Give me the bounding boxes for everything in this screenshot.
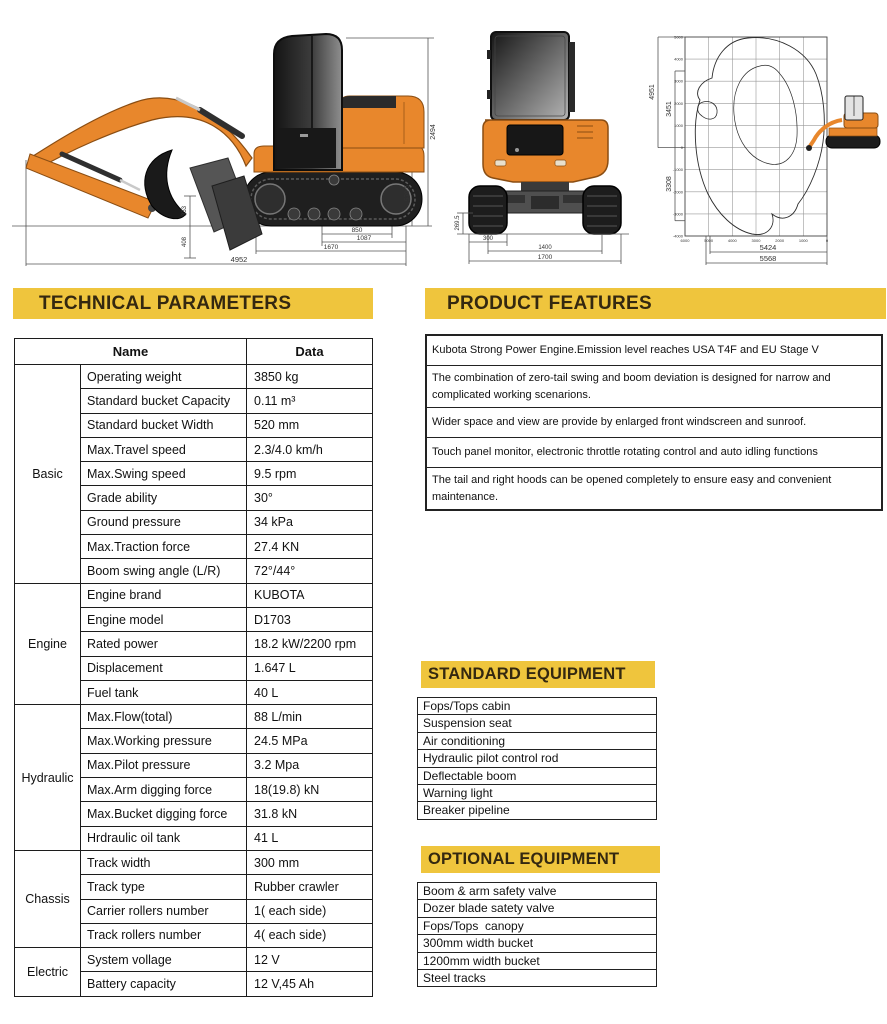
spec-param-value: 4( each side) xyxy=(247,923,373,947)
dim-overall-width: 1700 xyxy=(537,254,553,261)
spec-category: Engine xyxy=(15,583,81,704)
optional-equipment-item: Steel tracks xyxy=(423,970,486,985)
axis-tick: 1000 xyxy=(674,122,683,128)
spec-param-name: Standard bucket Capacity xyxy=(81,389,247,413)
dim-408: 408 xyxy=(182,236,188,248)
spec-category: Electric xyxy=(15,948,81,997)
spec-param-value: KUBOTA xyxy=(247,583,373,607)
spec-param-name: Carrier rollers number xyxy=(81,899,247,923)
standard-equipment-header: STANDARD EQUIPMENT xyxy=(421,661,655,688)
spec-param-name: Ground pressure xyxy=(81,510,247,534)
spec-row xyxy=(15,583,373,607)
dim-max-height: 4951 xyxy=(649,84,656,100)
spec-param-name: Track rollers number xyxy=(81,923,247,947)
spec-param-value: 72°/44° xyxy=(247,559,373,583)
standard-equipment-item: Fops/Tops cabin xyxy=(418,698,656,715)
track-right xyxy=(583,186,621,234)
spec-param-value: 1( each side) xyxy=(247,899,373,923)
axis-tick: -3000 xyxy=(672,211,683,217)
spec-param-name: Hrdraulic oil tank xyxy=(81,826,247,850)
spec-param-value: 12 V,45 Ah xyxy=(247,972,373,996)
standard-equipment-item: Warning light xyxy=(418,785,656,802)
axis-tick: 0 xyxy=(680,145,683,151)
dim-track-gauge: 1400 xyxy=(538,245,552,251)
spec-param-value: D1703 xyxy=(247,607,373,631)
spec-param-value: 520 mm xyxy=(247,413,373,437)
spec-param-value: 88 L/min xyxy=(247,705,373,729)
axis-tick: 0 xyxy=(825,238,829,243)
spec-param-name: System vollage xyxy=(81,948,247,972)
spec-category: Chassis xyxy=(15,850,81,947)
swing-base xyxy=(521,182,569,191)
axis-tick: 2000 xyxy=(775,238,785,243)
optional-equipment-item: 300mm width bucket xyxy=(418,935,656,952)
dim-dig-depth: 3308 xyxy=(666,176,673,192)
standard-equipment-item: Breaker pipeline xyxy=(423,803,510,818)
column-header-name: Name xyxy=(15,339,247,365)
axis-tick: 1000 xyxy=(798,238,808,243)
dim-1087: 1087 xyxy=(356,235,372,242)
dim-reach-5424: 5424 xyxy=(759,243,777,252)
dim-ground-clearance: 269.5 xyxy=(455,215,461,231)
axis-tick: -2000 xyxy=(672,189,683,195)
axis-tick: 3000 xyxy=(674,78,683,84)
spec-param-value: 27.4 KN xyxy=(247,535,373,559)
spec-param-value: 41 L xyxy=(247,826,373,850)
spec-param-value: 34 kPa xyxy=(247,510,373,534)
axis-tick: 2000 xyxy=(674,100,683,106)
spec-param-value: 30° xyxy=(247,486,373,510)
technical-parameters-table xyxy=(14,338,373,997)
standard-equipment-item: Suspension seat xyxy=(418,715,656,732)
spec-row xyxy=(15,365,373,389)
spec-param-value: 18.2 kW/2200 rpm xyxy=(247,632,373,656)
axis-tick: 5000 xyxy=(704,238,714,243)
spec-param-value: 12 V xyxy=(247,948,373,972)
dim-reach-5568: 5568 xyxy=(759,254,777,263)
axis-tick: 3000 xyxy=(751,238,761,243)
spec-param-name: Max.Traction force xyxy=(81,535,247,559)
side-view-drawing xyxy=(4,8,440,273)
spec-param-value: 3850 kg xyxy=(247,365,373,389)
standard-equipment-list xyxy=(417,697,657,820)
working-envelope xyxy=(695,38,824,235)
spec-param-name: Track type xyxy=(81,875,247,899)
dim-overall-length: 4952 xyxy=(230,255,248,264)
spec-param-name: Operating weight xyxy=(81,365,247,389)
excavator-front-art xyxy=(469,32,621,234)
excavator-side-art xyxy=(26,34,424,250)
dim-track-width: 300 xyxy=(482,236,494,242)
spec-param-value: 9.5 rpm xyxy=(247,462,373,486)
spec-param-name: Track width xyxy=(81,850,247,874)
standard-equipment-item: Deflectable boom xyxy=(418,768,656,785)
range-mini-excavator xyxy=(806,96,880,151)
dim-850: 850 xyxy=(351,227,363,234)
spec-param-name: Battery capacity xyxy=(81,972,247,996)
technical-parameters-body xyxy=(15,365,373,997)
axis-tick: 4000 xyxy=(727,238,737,243)
product-features-list xyxy=(425,334,883,511)
spec-param-name: Max.Working pressure xyxy=(81,729,247,753)
dim-track-height: 579.5 xyxy=(404,184,411,202)
axis-tick: 4000 xyxy=(674,56,683,62)
spec-row xyxy=(15,948,373,972)
spec-param-name: Max.Pilot pressure xyxy=(81,753,247,777)
spec-param-value: 3.2 Mpa xyxy=(247,753,373,777)
spec-param-name: Rated power xyxy=(81,632,247,656)
track-left xyxy=(469,186,507,234)
spec-param-value: 31.8 kN xyxy=(247,802,373,826)
spec-param-name: Fuel tank xyxy=(81,680,247,704)
spec-param-value: 18(19.8) kN xyxy=(247,778,373,802)
feature-item: Kubota Strong Power Engine.Emission level reaches USA T4F and EU Stage V xyxy=(427,336,881,366)
spec-category: Basic xyxy=(15,365,81,584)
optional-equipment-header: OPTIONAL EQUIPMENT xyxy=(421,846,660,873)
dim-dump-height: 3451 xyxy=(666,101,673,117)
feature-item: Touch panel monitor, electronic throttle rotating control and auto idling functions xyxy=(427,438,881,468)
optional-equipment-item: Fops/Tops canopy xyxy=(418,918,656,935)
feature-item: The combination of zero-tail swing and boom deviation is designed for narrow and complicated working scenarions. xyxy=(427,366,881,408)
standard-equipment-item: Air conditioning xyxy=(418,733,656,750)
spec-category: Hydraulic xyxy=(15,705,81,851)
spec-param-value: 24.5 MPa xyxy=(247,729,373,753)
feature-item: The tail and right hoods can be opened completely to ensure easy and convenient maintenance. xyxy=(432,474,832,503)
spec-param-name: Displacement xyxy=(81,656,247,680)
axis-tick: 5000 xyxy=(674,34,683,40)
optional-equipment-item: 1200mm width bucket xyxy=(418,953,656,970)
spec-param-name: Max.Flow(total) xyxy=(81,705,247,729)
column-header-data: Data xyxy=(247,339,373,365)
spec-param-name: Max.Arm digging force xyxy=(81,778,247,802)
technical-parameters-header: TECHNICAL PARAMETERS xyxy=(13,288,373,319)
working-range-drawing xyxy=(630,4,885,274)
spec-row xyxy=(15,850,373,874)
product-features-header: PRODUCT FEATURES xyxy=(425,288,886,319)
spec-param-name: Engine brand xyxy=(81,583,247,607)
spec-param-value: 0.11 m³ xyxy=(247,389,373,413)
spec-param-name: Boom swing angle (L/R) xyxy=(81,559,247,583)
spec-param-name: Standard bucket Width xyxy=(81,413,247,437)
optional-equipment-item: Dozer blade satety valve xyxy=(418,900,656,917)
dipper-arm xyxy=(26,154,156,218)
spec-header-row xyxy=(15,339,373,365)
axis-tick: -4000 xyxy=(672,233,683,239)
optional-equipment-item: Boom & arm safety valve xyxy=(418,883,656,900)
standard-equipment-item: Hydraulic pilot control rod xyxy=(418,750,656,767)
spec-param-value: 40 L xyxy=(247,680,373,704)
range-axis-ticks xyxy=(673,35,829,244)
front-view-drawing xyxy=(443,8,641,270)
axis-tick: 6000 xyxy=(680,238,690,243)
spec-param-value: 300 mm xyxy=(247,850,373,874)
spec-param-name: Max.Travel speed xyxy=(81,437,247,461)
spec-param-name: Max.Swing speed xyxy=(81,462,247,486)
cab-front xyxy=(491,32,569,120)
spec-param-value: 2.3/4.0 km/h xyxy=(247,437,373,461)
spec-param-value: Rubber crawler xyxy=(247,875,373,899)
spec-param-name: Engine model xyxy=(81,607,247,631)
spec-param-value: 1.647 L xyxy=(247,656,373,680)
feature-item: Wider space and view are provide by enlarged front windscreen and sunroof. xyxy=(427,408,881,438)
boom xyxy=(30,98,252,170)
spec-param-name: Max.Bucket digging force xyxy=(81,802,247,826)
dim-353: 353 xyxy=(182,205,188,217)
optional-equipment-list xyxy=(417,882,657,987)
spec-row xyxy=(15,705,373,729)
dim-overall-height: 2494 xyxy=(430,124,437,140)
axis-tick: -1000 xyxy=(672,167,683,173)
spec-param-name: Grade ability xyxy=(81,486,247,510)
dim-1670: 1670 xyxy=(323,244,339,251)
